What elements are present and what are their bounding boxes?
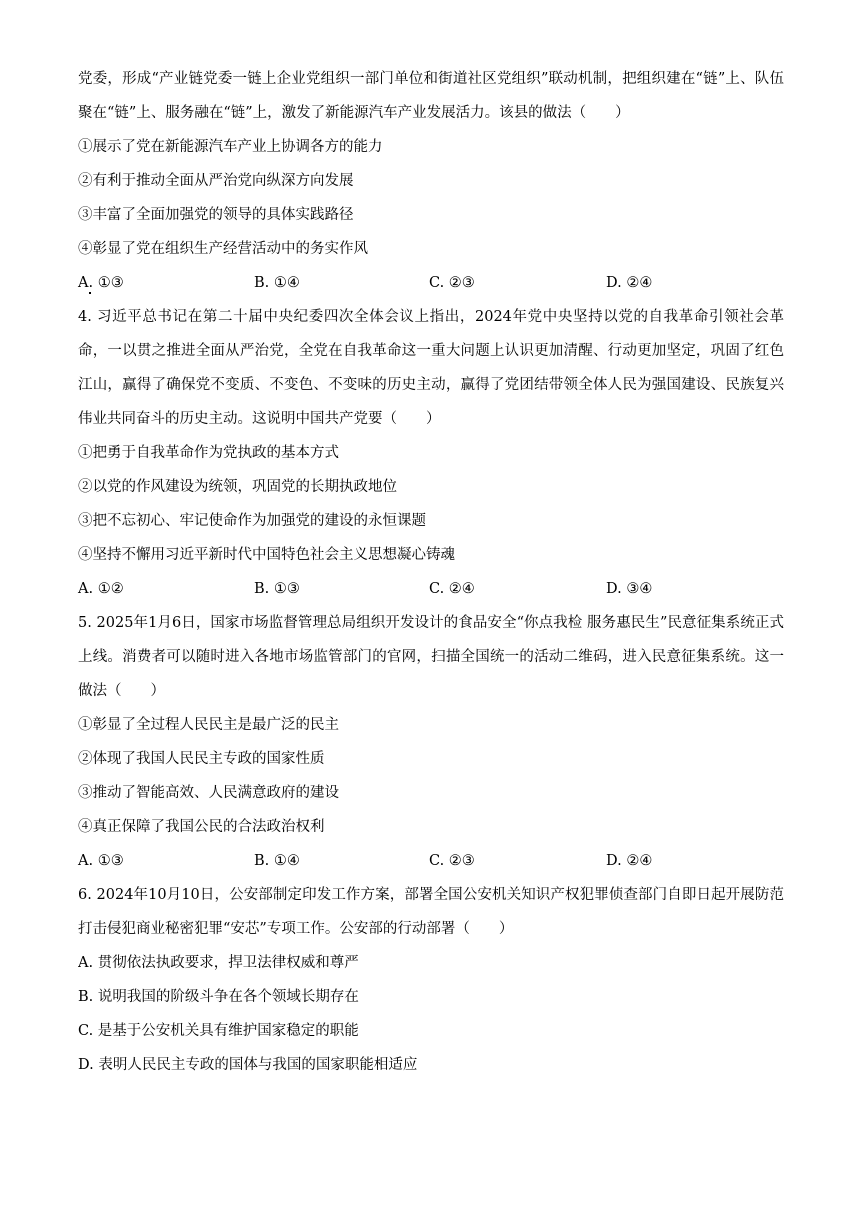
question-4-option-b: B. ①③ [254,581,300,597]
question-3-item-2: ②有利于推动全面从严治党向纵深方向发展 [78,173,354,189]
question-3-item-4: ④彰显了党在组织生产经营活动中的务实作风 [78,241,368,257]
question-3-option-d: D. ②④ [606,275,653,291]
question-5-option-d: D. ②④ [606,853,653,869]
question-4-option-d: D. ③④ [606,581,653,597]
question-6-stem: 6. 2024年10月10日，公安部制定印发工作方案，部署全国公安机关知识产权犯罪侦查部门自即日起开展防范打击侵犯商业秘密犯罪“安芯”专项工作。公安部的行动部署（ ） [78,887,784,937]
question-3-option-a: A. ①③ [78,275,124,291]
question-5-option-b: B. ①④ [254,853,300,869]
question-4-option-c: C. ②④ [429,581,475,597]
dot-mark-icon [89,292,91,294]
question-4-item-1: ①把勇于自我革命作为党执政的基本方式 [78,445,339,461]
question-3-stem: 党委，形成“产业链党委一链上企业党组织一部门单位和街道社区党组织”联动机制，把组织建在“链”上、队伍聚在“链”上、服务融在“链”上，激发了新能源汽车产业发展活力。该县的做法（ ） [78,71,784,121]
question-5-option-a: A. ①③ [78,853,124,869]
question-5-item-3: ③推动了智能高效、人民满意政府的建设 [78,785,339,801]
question-6-option-b: B. 说明我国的阶级斗争在各个领域长期存在 [78,989,359,1005]
question-6-option-d: D. 表明人民民主专政的国体与我国的国家职能相适应 [78,1057,418,1073]
question-3-item-3: ③丰富了全面加强党的领导的具体实践路径 [78,207,354,223]
question-4-options [78,572,784,606]
question-5-item-1: ①彰显了全过程人民民主是最广泛的民主 [78,717,339,733]
question-4-item-4: ④坚持不懈用习近平新时代中国特色社会主义思想凝心铸魂 [78,547,455,563]
question-6-option-a: A. 贯彻依法执政要求，捍卫法律权威和尊严 [78,955,359,971]
question-4-item-2: ②以党的作风建设为统领，巩固党的长期执政地位 [78,479,397,495]
question-5-option-c: C. ②③ [429,853,475,869]
question-5-item-2: ②体现了我国人民民主专政的国家性质 [78,751,325,767]
question-3-option-b: B. ①④ [254,275,300,291]
question-3-option-c: C. ②③ [429,275,475,291]
question-6-option-c: C. 是基于公安机关具有维护国家稳定的职能 [78,1023,359,1039]
question-4-item-3: ③把不忘初心、牢记使命作为加强党的建设的永恒课题 [78,513,426,529]
question-5-stem: 5. 2025年1月6日，国家市场监督管理总局组织开发设计的食品安全“你点我检 服务惠民生”民意征集系统正式上线。消费者可以随时进入各地市场监管部门的官网，扫描全国统一的活动二维码，进入民意征集系统。这一做法（ ） [78,615,784,699]
question-4-stem: 4. 习近平总书记在第二十届中央纪委四次全体会议上指出，2024年党中央坚持以党的自我革命引领社会革命，一以贯之推进全面从严治党，全党在自我革命这一重大问题上认识更加清醒、行动更加坚定，巩固了红色江山，赢得了确保党不变质、不变色、不变味的历史主动，赢得了党团结带领全体人民为强国建设、民族复兴伟业共同奋斗的历史主动。这说明中国共产党要（ ） [78,309,784,427]
question-3-item-1: ①展示了党在新能源汽车产业上协调各方的能力 [78,139,383,155]
exam-page [78,62,784,1082]
question-3-options [78,266,784,300]
question-4-option-a: A. ①② [78,581,124,597]
question-5-item-4: ④真正保障了我国公民的合法政治权利 [78,819,325,835]
question-5-options [78,844,784,878]
